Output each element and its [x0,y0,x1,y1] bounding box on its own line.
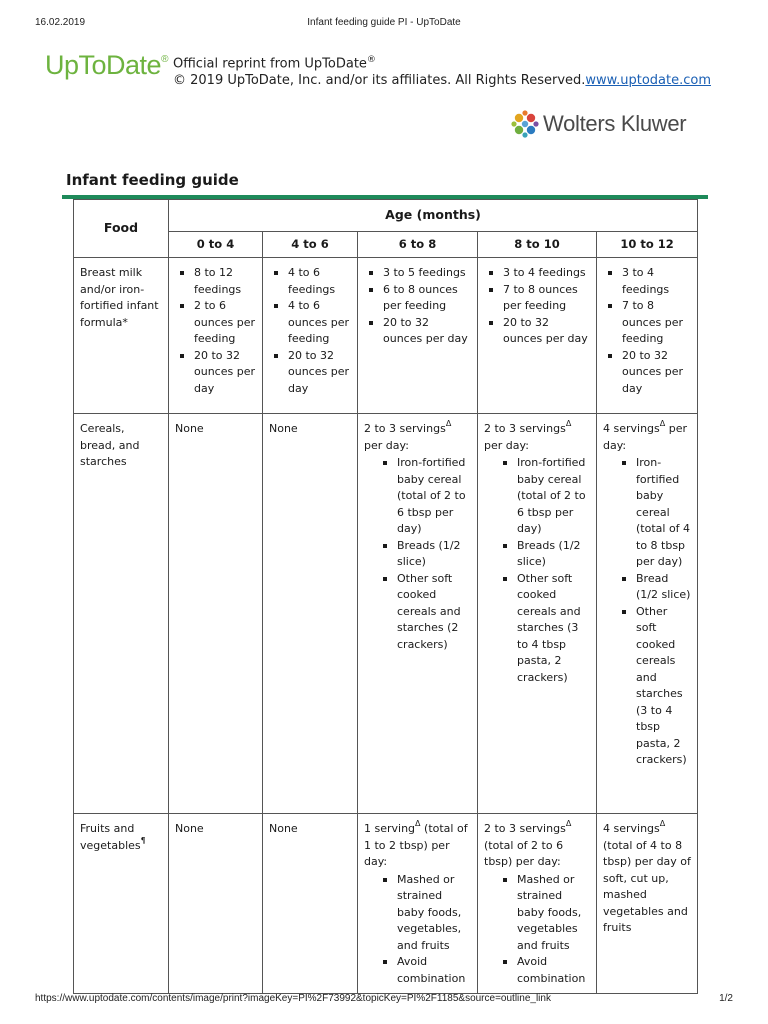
age-column-header: 6 to 8 [358,231,478,257]
list-item: Mashed or strained baby foods, vegetables, and fruits [364,872,471,955]
feeding-cell [478,414,597,814]
list-item: Bread (1/2 slice) [603,571,691,604]
footnote-mark: Δ [659,819,666,829]
footnote-mark: Δ [565,819,572,829]
print-page-title: Infant feeding guide PI - UpToDate [307,17,461,28]
page-number: 1/2 [719,993,733,1004]
cell-intro: 2 to 3 servings$^\Delta$ per day: [364,419,452,452]
list-item: Other soft cooked cereals and starches (3 to 4 tbsp pasta, 2 crackers) [603,604,691,769]
uptodate-logo [45,50,168,81]
list-item: 6 to 8 ounces per feeding [364,282,471,315]
list-item: 20 to 32 ounces per day [603,348,691,398]
print-date: 16.02.2019 [35,17,86,28]
bullet-list [269,265,351,397]
document-title: Infant feeding guide [66,171,239,189]
feeding-cell [597,414,698,814]
feeding-cell [478,258,597,414]
bullet-list [603,455,691,769]
age-column-header: 10 to 12 [597,231,698,257]
list-item: Avoid combination [484,954,590,987]
cell-intro: 4 servings$^\Delta$ (total of 4 to 8 tbsp) per day of soft, cut up, mashed vegetables and fruits [603,819,691,934]
list-item: 2 to 6 ounces per feeding [175,298,256,348]
table-body [74,258,698,994]
list-item: Iron-fortified baby cereal (total of 2 to 6 tbsp per day) [484,455,590,538]
list-item: 20 to 32 ounces per day [364,315,471,348]
list-item: Breads (1/2 slice) [484,538,590,571]
footnote-mark: Δ [565,419,572,429]
list-item: 4 to 6 feedings [269,265,351,298]
feeding-table [73,199,698,994]
reprint-line-2: © 2019 UpToDate, Inc. and/or its affiliates. All Rights Reserved.www.uptodate.com [173,73,711,89]
cell-intro: 2 to 3 servings$^\Delta$ (total of 2 to 6 tbsp) per day: [484,819,572,868]
cell-intro: None [269,422,298,435]
table-row [74,414,698,814]
bullet-list [484,265,590,348]
list-item: Other soft cooked cereals and starches (2 crackers) [364,571,471,654]
list-item: 20 to 32 ounces per day [484,315,590,348]
food-category-cell: Cereals, bread, and starches [74,414,169,814]
wolters-kluwer-logo [510,108,686,140]
list-item: 3 to 5 feedings [364,265,471,282]
bullet-list [603,265,691,397]
globe-logo-icon [510,109,540,139]
feeding-cell [597,258,698,414]
bullet-list [364,455,471,653]
table-row [74,814,698,994]
list-item: Mashed or strained baby foods, vegetables and fruits [484,872,590,955]
feeding-cell [169,258,263,414]
cell-intro: None [269,822,298,835]
feeding-cell [169,414,263,814]
feeding-cell [263,814,358,994]
footnote-mark: Δ [415,819,421,829]
feeding-cell [597,814,698,994]
bullet-list [175,265,256,397]
print-footer [35,993,733,1007]
bullet-list [484,872,590,988]
feeding-cell [358,258,478,414]
age-column-header: 4 to 6 [263,231,358,257]
feeding-cell [263,258,358,414]
bullet-list [484,455,590,686]
bullet-list [364,872,471,988]
registered-mark: ® [161,54,168,65]
feeding-cell [263,414,358,814]
cell-intro: 1 serving$^\Delta$ (total of 1 to 2 tbsp) per day: [364,819,468,868]
print-url: https://www.uptodate.com/contents/image/print?imageKey=PI%2F73992&topicKey=PI%2F1185&source=outline_link [35,993,551,1004]
list-item: 20 to 32 ounces per day [269,348,351,398]
reprint-line-1: Official reprint from UpToDate® [173,55,376,72]
cell-intro: 2 to 3 servings$^\Delta$ per day: [484,419,572,452]
uptodate-logo-text: UpToDate [45,50,162,80]
reprint-notice [173,52,711,89]
age-column-header: 8 to 10 [478,231,597,257]
feeding-cell [358,814,478,994]
footnote-mark: ¶ [140,835,146,845]
list-item: Other soft cooked cereals and starches (3 to 4 tbsp pasta, 2 crackers) [484,571,590,687]
food-category-cell: Breast milk and/or iron-fortified infant formula* [74,258,169,414]
cell-intro: None [175,822,204,835]
list-item: 20 to 32 ounces per day [175,348,256,398]
cell-intro: 4 servings$^\Delta$ per day: [603,419,688,452]
list-item: 3 to 4 feedings [603,265,691,298]
list-item: Iron-fortified baby cereal (total of 4 to 8 tbsp per day) [603,455,691,571]
food-category-cell: Fruits and vegetables¶ [74,814,169,994]
wolters-kluwer-text: Wolters Kluwer [543,111,687,136]
age-column-header: 0 to 4 [169,231,263,257]
food-header: Food [74,200,169,258]
feeding-cell [169,814,263,994]
uptodate-link[interactable]: www.uptodate.com [585,73,711,89]
footnote-mark: Δ [445,419,452,429]
bullet-list [364,265,471,348]
table-row [74,258,698,414]
feeding-cell [478,814,597,994]
age-header: Age (months) [169,200,698,232]
list-item: 7 to 8 ounces per feeding [484,282,590,315]
list-item: Avoid combination [364,954,471,987]
list-item: Iron-fortified baby cereal (total of 2 to 6 tbsp per day) [364,455,471,538]
list-item: 4 to 6 ounces per feeding [269,298,351,348]
print-header [35,17,733,31]
list-item: 7 to 8 ounces per feeding [603,298,691,348]
list-item: 3 to 4 feedings [484,265,590,282]
feeding-cell [358,414,478,814]
list-item: Breads (1/2 slice) [364,538,471,571]
cell-intro: None [175,422,204,435]
footnote-mark: Δ [659,419,666,429]
list-item: 8 to 12 feedings [175,265,256,298]
